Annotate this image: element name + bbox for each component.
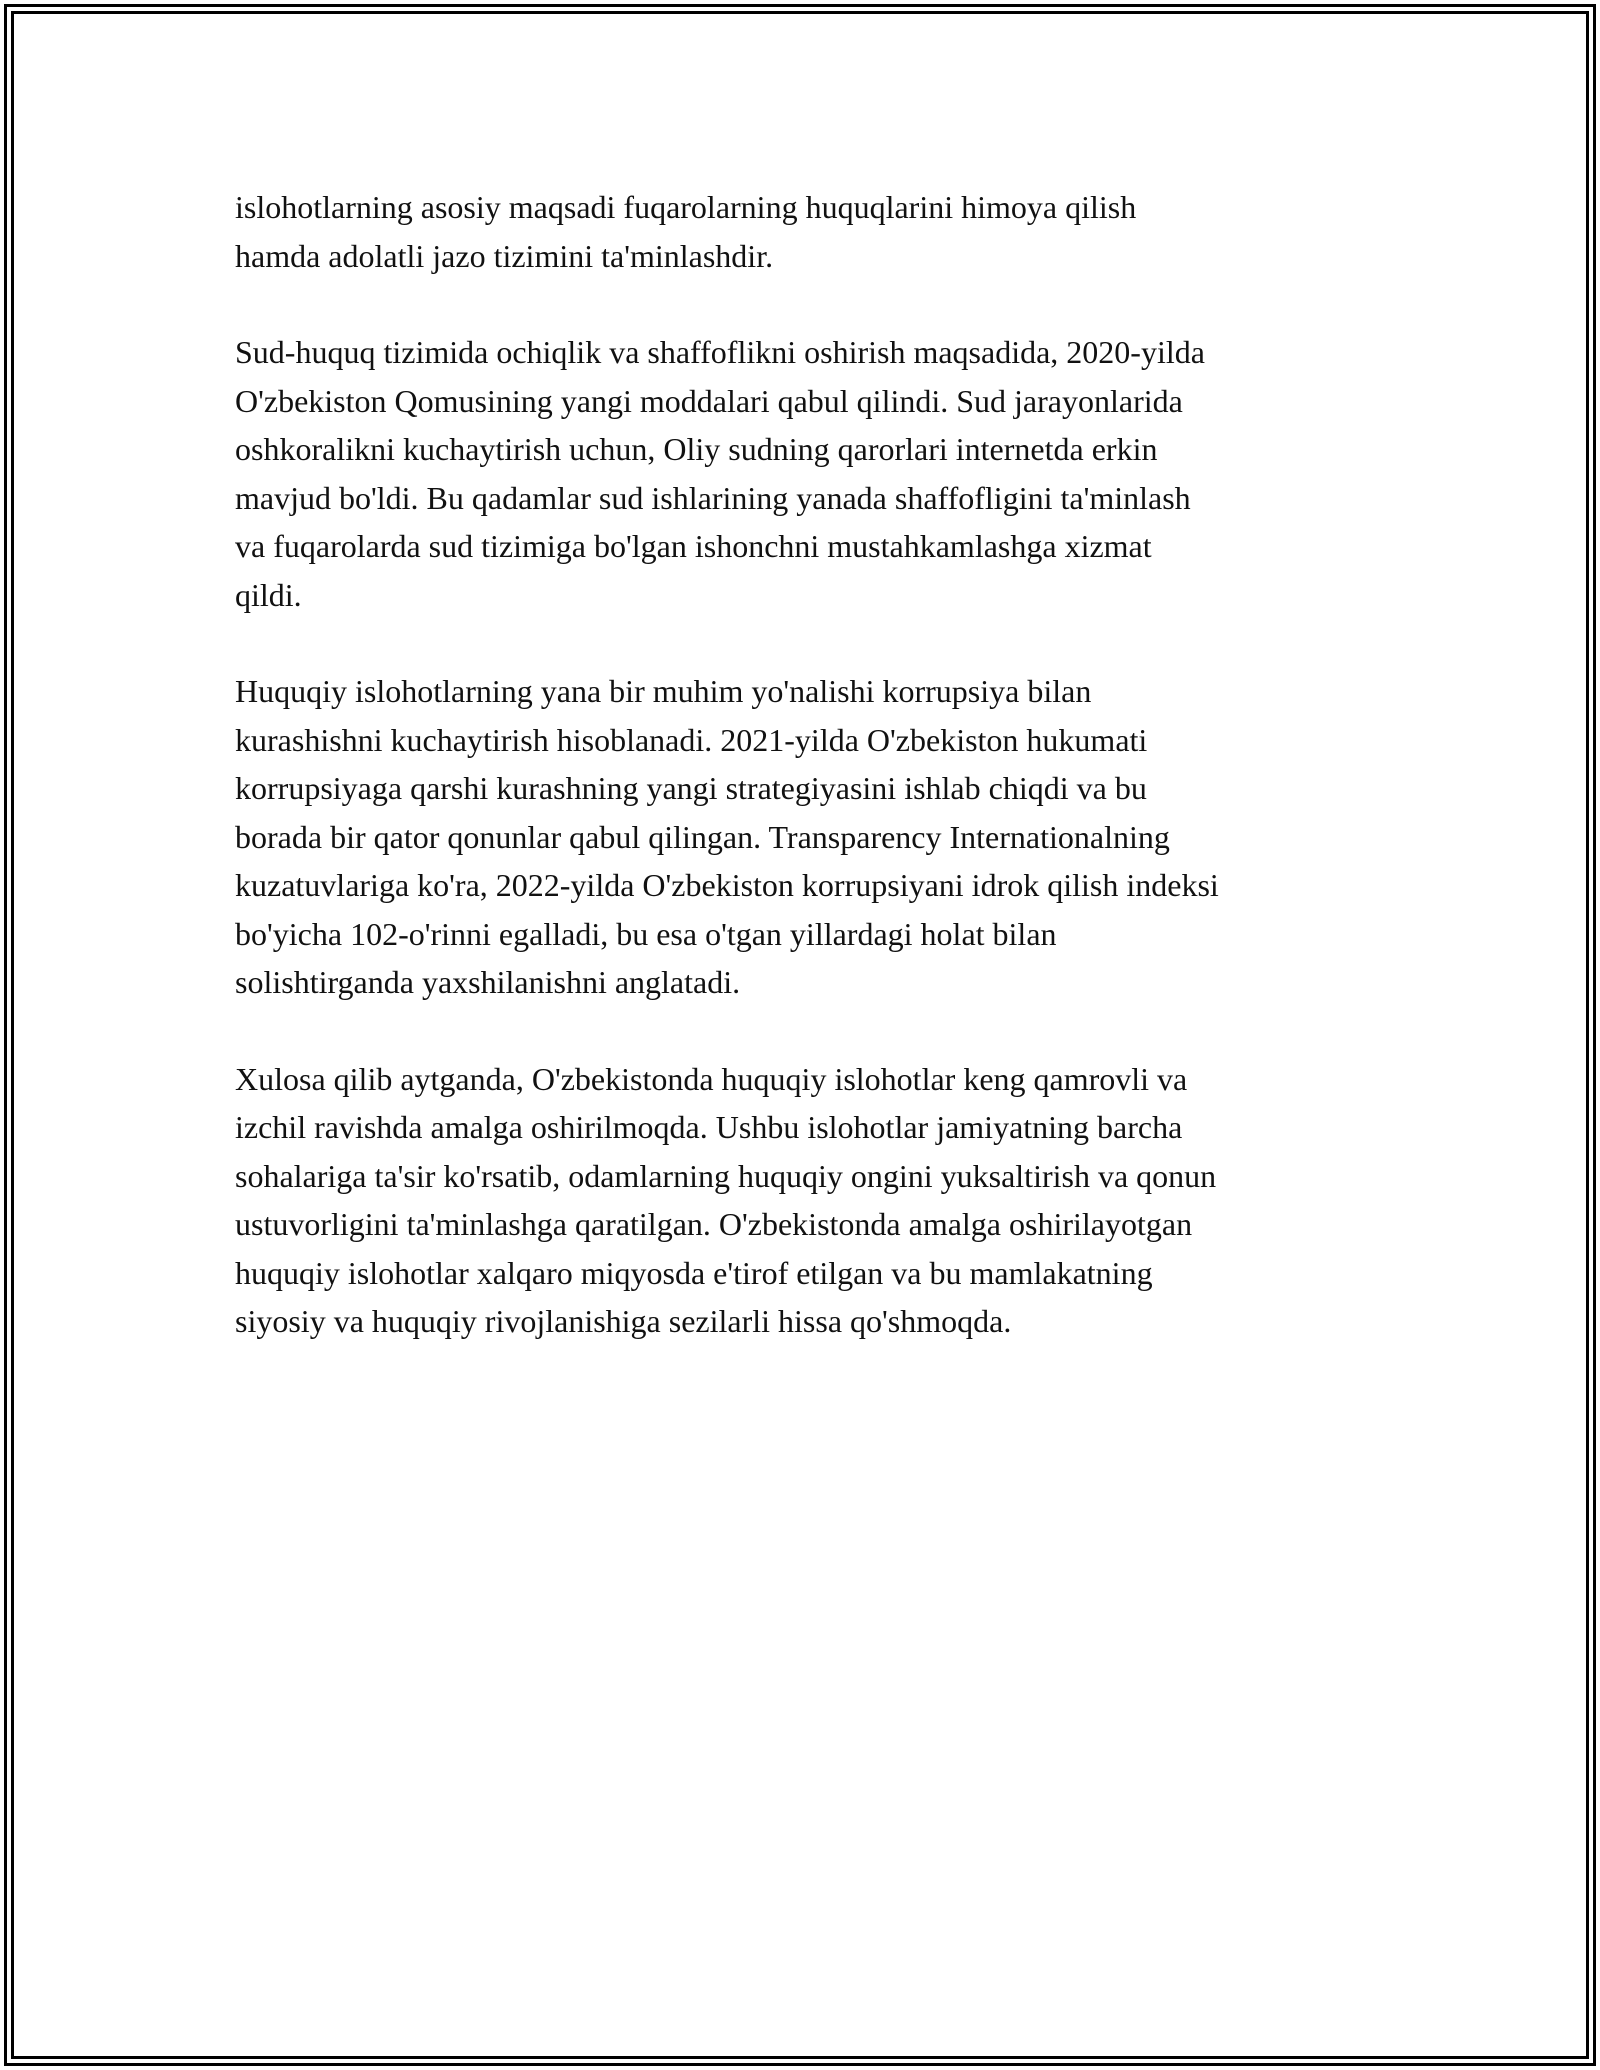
text-line: va fuqarolarda sud tizimiga bo'lgan ishonchni mustahkamlashga xizmat [235, 528, 1152, 564]
text-line: Xulosa qilib aytganda, O'zbekistonda huquqiy islohotlar keng qamrovli va [235, 1060, 1188, 1097]
text-line: qildi. [235, 576, 302, 613]
text-line: mavjud bo'ldi. Bu qadamlar sud ishlarining yanada shaffofligini ta'minlash [235, 479, 1191, 516]
text-line: ustuvorligini ta'minlashga qaratilgan. O'zbekistonda amalga oshirilayotgan [235, 1206, 1193, 1242]
text-line: hamda adolatli jazo tizimini ta'minlashdir. [235, 237, 774, 274]
text-line: huquqiy islohotlar xalqaro miqyosda e'tirof etilgan va bu mamlakatning [235, 1254, 1153, 1291]
text-line: korrupsiyaga qarshi kurashning yangi strategiyasini ishlab chiqdi va bu [235, 770, 1147, 806]
document-body [235, 183, 1375, 1394]
text-line: islohotlarning asosiy maqsadi fuqarolarning huquqlarini himoya qilish [235, 189, 1137, 225]
text-line: solishtirganda yaxshilanishni anglatadi. [235, 964, 741, 1000]
paragraph-4 [235, 1055, 1375, 1346]
text-line: kurashishni kuchaytirish hisoblanadi. 2021-yilda O'zbekiston hukumati [235, 721, 1148, 758]
text-line: siyosiy va huquqiy rivojlanishiga sezilarli hissa qo'shmoqda. [235, 1303, 1012, 1339]
paragraph-2 [235, 328, 1375, 619]
text-line: izchil ravishda amalga oshirilmoqda. Ushbu islohotlar jamiyatning barcha [235, 1109, 1183, 1145]
text-line: sohalariga ta'sir ko'rsatib, odamlarning huquqiy ongini yuksaltirish va qonun [235, 1157, 1217, 1194]
text-line: Huquqiy islohotlarning yana bir muhim yo'nalishi korrupsiya bilan [235, 673, 1092, 709]
text-line: borada bir qator qonunlar qabul qilingan. Transparency Internationalning [235, 818, 1170, 855]
text-line: O'zbekiston Qomusining yangi moddalari qabul qilindi. Sud jarayonlarida [235, 382, 1183, 419]
paragraph-1 [235, 183, 1375, 280]
text-line: bo'yicha 102-o'rinni egalladi, bu esa o'tgan yillardagi holat bilan [235, 915, 1057, 952]
text-line: Sud-huquq tizimida ochiqlik va shaffoflikni oshirish maqsadida, 2020-yilda [235, 334, 1205, 370]
text-line: oshkoralikni kuchaytirish uchun, Oliy sudning qarorlari internetda erkin [235, 431, 1158, 467]
paragraph-3 [235, 667, 1375, 1007]
text-line: kuzatuvlariga ko'ra, 2022-yilda O'zbekiston korrupsiyani idrok qilish indeksi [235, 867, 1219, 903]
